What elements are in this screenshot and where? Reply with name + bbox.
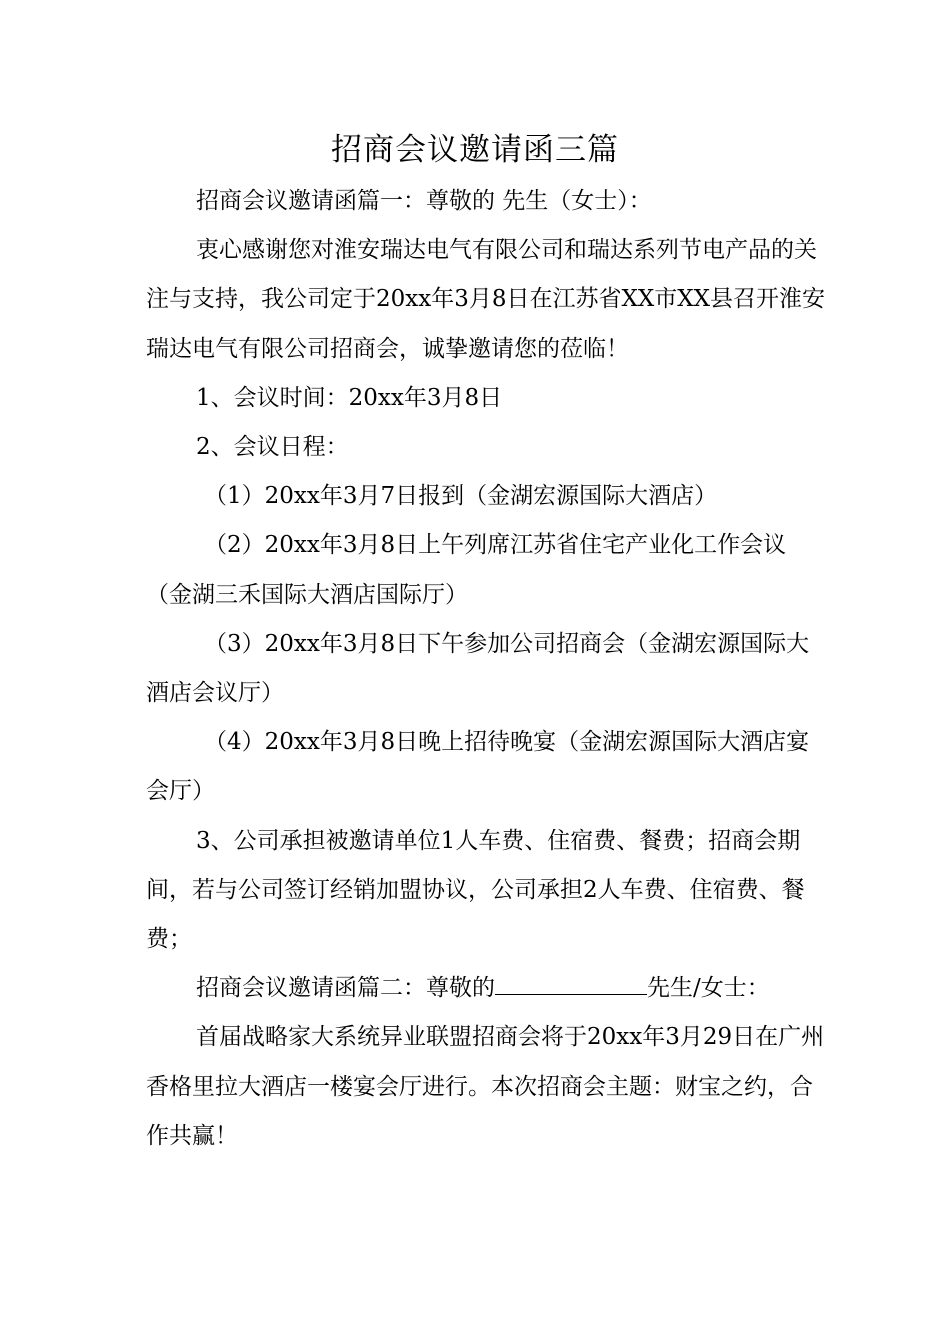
invitation-two-suffix: 先生/女士： — [647, 975, 770, 1002]
invitation-two-prefix: 招商会议邀请函篇二：尊敬的 — [196, 975, 495, 1002]
paragraph-thanks: 衷心感谢您对淮安瑞达电气有限公司和瑞达系列节电产品的关注与支持，我公司定于20xx年3月8日在江苏省XX市XX县召开淮安瑞达电气有限公司招商会，诚挚邀请您的莅临！ — [146, 237, 825, 362]
paragraph-invitation-two-heading — [146, 964, 826, 1013]
paragraph-meeting-time: 1、会议时间：20xx年3月8日 — [196, 384, 503, 411]
paragraph-meeting-schedule: 2、会议日程： — [196, 434, 349, 461]
document-body — [146, 177, 826, 1161]
paragraph-alliance-meeting: 首届战略家大系统异业联盟招商会将于20xx年3月29日在广州香格里拉大酒店一楼宴会厅进行。本次招商会主题：财宝之约，合作共赢！ — [146, 1024, 825, 1149]
schedule-item-2: （2）20xx年3月8日上午列席江苏省住宅产业化工作会议（金湖三禾国际大酒店国际厅） — [146, 532, 787, 608]
schedule-item-4: （4）20xx年3月8日晚上招待晚宴（金湖宏源国际大酒店宴会厅） — [146, 729, 810, 805]
name-blank-line — [495, 972, 647, 995]
paragraph-invitation-one-heading: 招商会议邀请函篇一：尊敬的 先生（女士）： — [196, 188, 652, 214]
paragraph-expenses: 3、公司承担被邀请单位1人车费、住宿费、餐费；招商会期间，若与公司签订经销加盟协议，公司承担2人车费、住宿费、餐费； — [146, 827, 805, 953]
document-title: 招商会议邀请函三篇 — [331, 132, 619, 168]
schedule-item-1: （1）20xx年3月7日报到（金湖宏源国际大酒店） — [204, 483, 718, 510]
schedule-item-3: （3）20xx年3月8日下午参加公司招商会（金湖宏源国际大酒店会议厅） — [146, 630, 810, 707]
